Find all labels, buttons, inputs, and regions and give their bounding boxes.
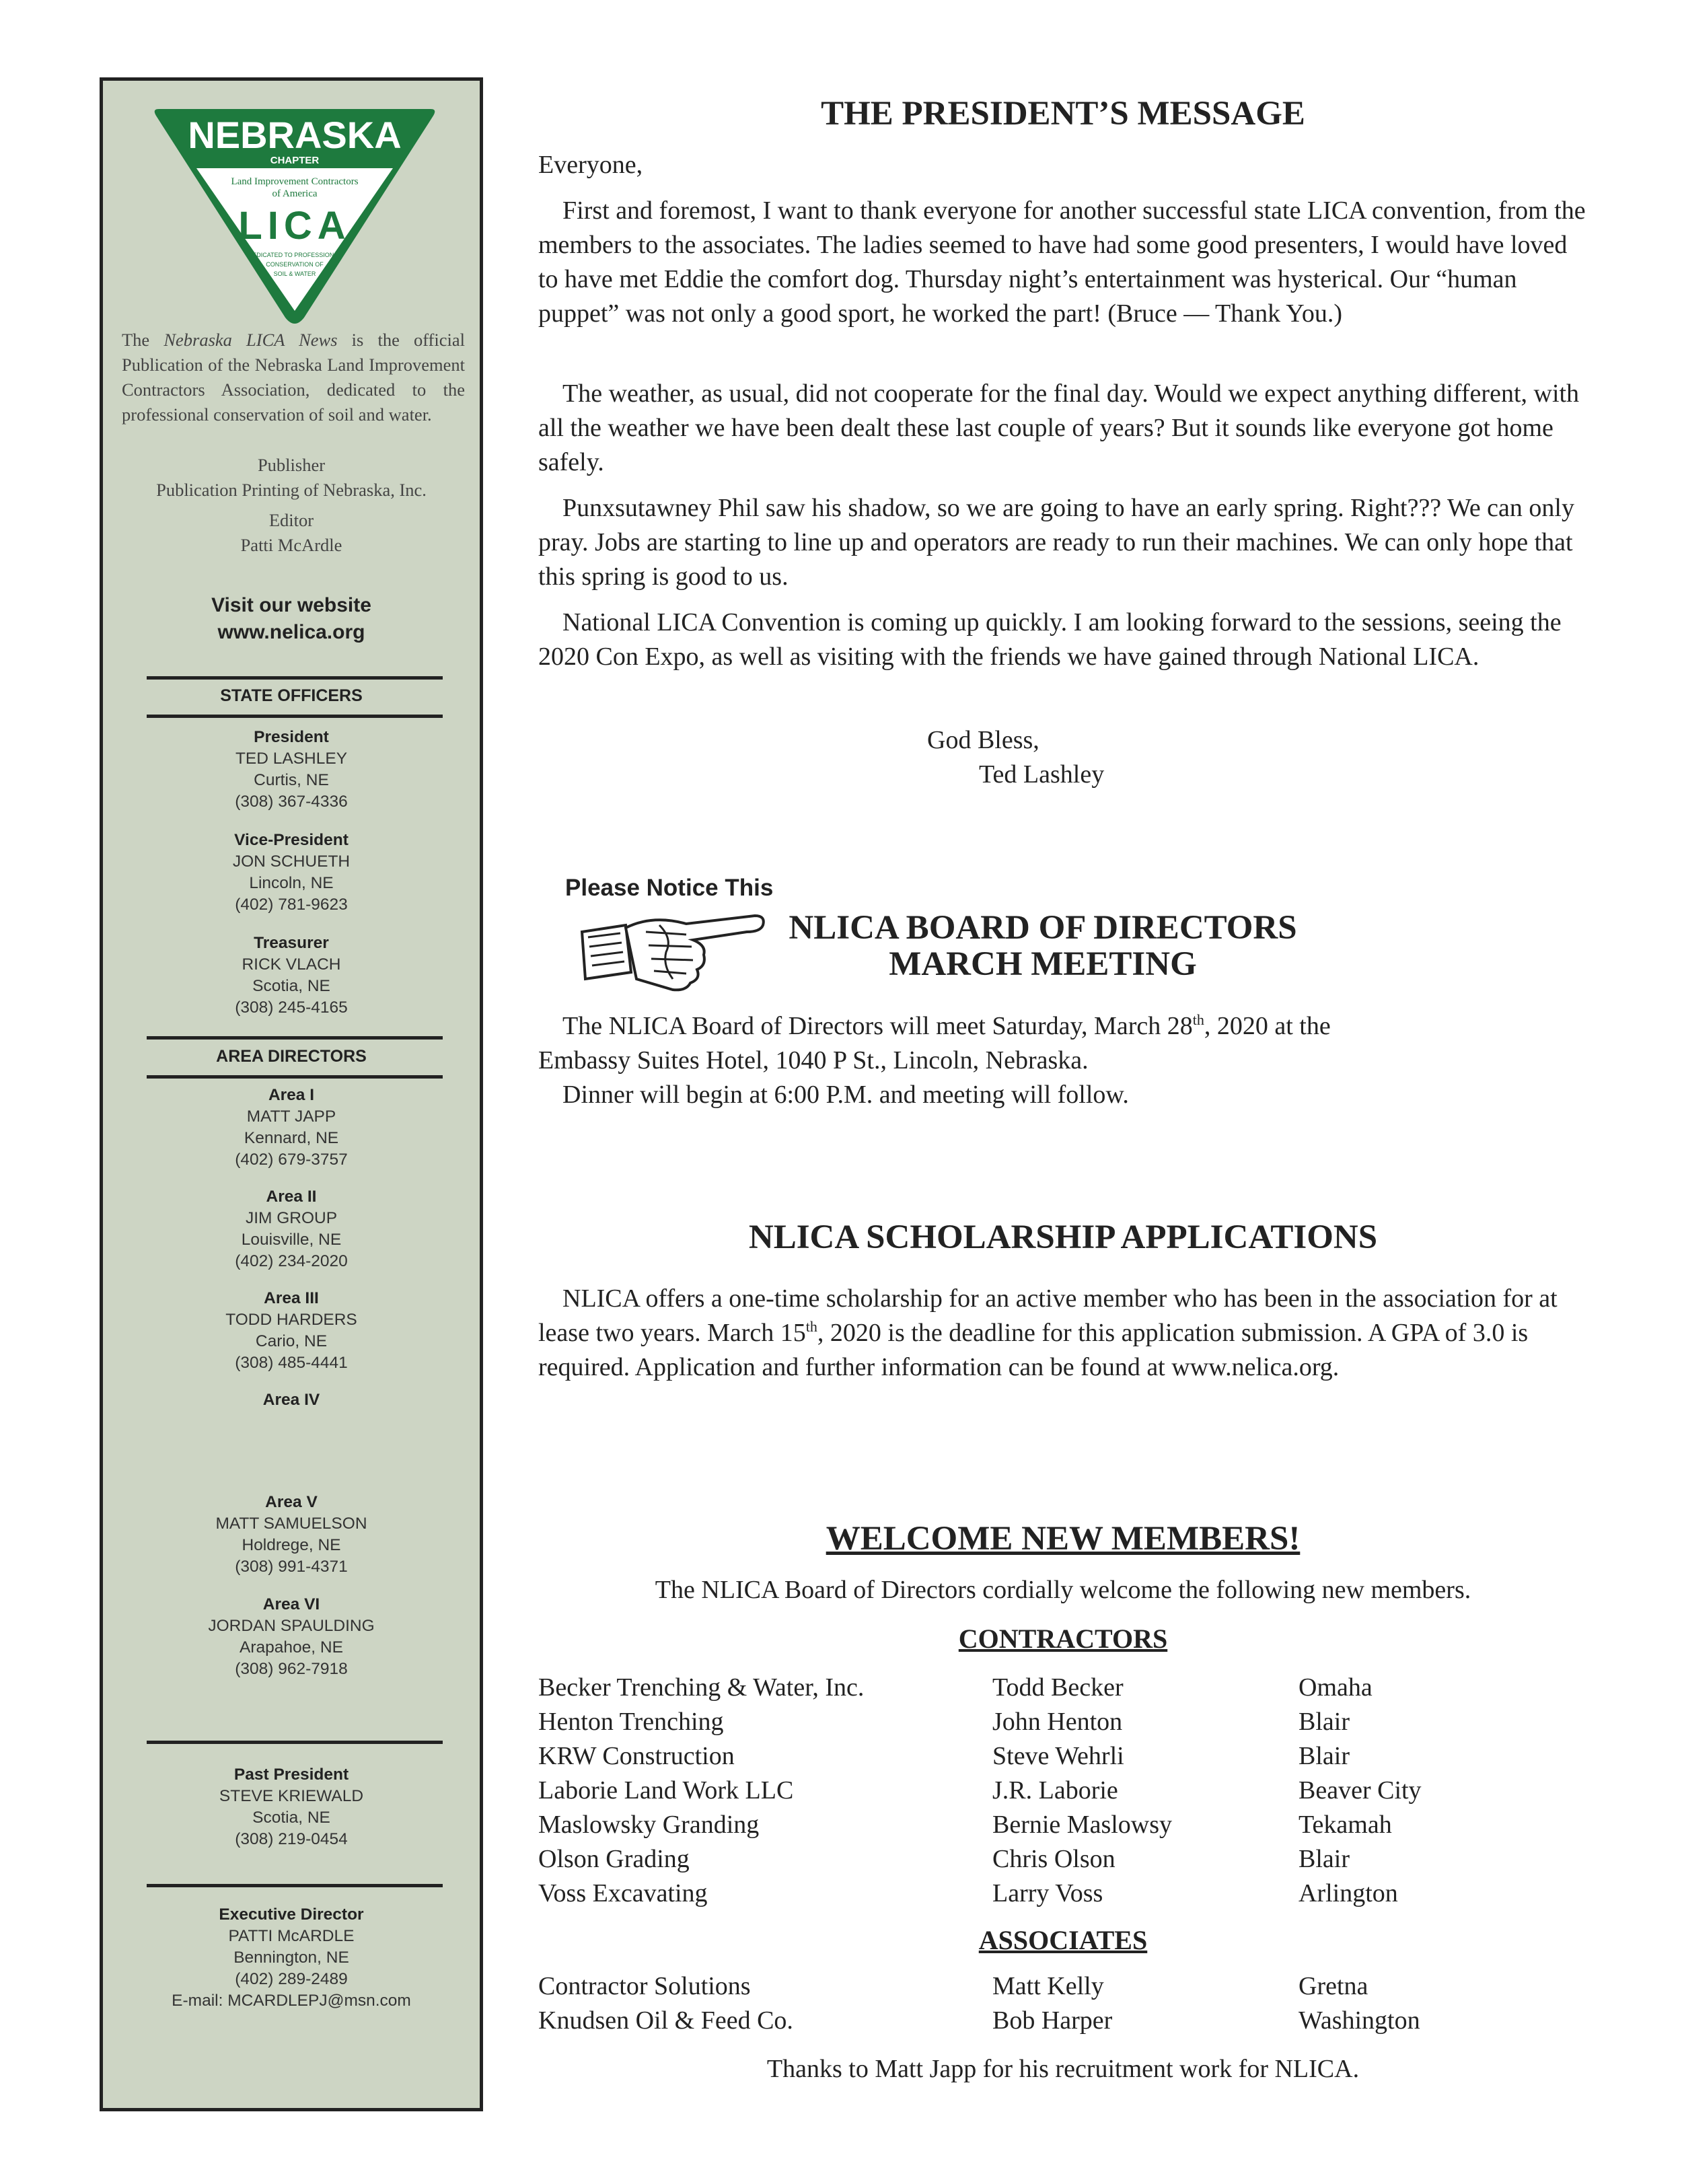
officer-role: Area III	[264, 1289, 319, 1307]
officer-entry	[103, 1492, 480, 1578]
divider	[147, 1075, 443, 1079]
member-company: Contractor Solutions	[538, 1972, 751, 2000]
member-company: Knudsen Oil & Feed Co.	[538, 2006, 793, 2035]
visit-website-label: Visit our website	[211, 594, 371, 616]
member-city: Blair	[1299, 1708, 1350, 1736]
board-paragraph-1: The NLICA Board of Directors will meet Saturday, March 28th, 2020 at the Embassy Suites Hotel, 1040 P St., Lincoln, Nebraska.	[538, 1011, 1331, 1075]
logo-motto-1: DEDICATED TO PROFESSIONAL	[248, 252, 342, 258]
officer-phone: (308) 962-7918	[235, 1660, 348, 1678]
logo-nebraska-text: NEBRASKA	[188, 114, 402, 156]
member-row	[538, 1705, 1588, 1739]
officer-role: Treasurer	[254, 934, 329, 952]
officer-name: JIM GROUP	[245, 1209, 338, 1227]
officer-role: Area I	[268, 1086, 315, 1104]
officer-phone: (308) 245-4165	[235, 998, 348, 1017]
editor-name: Patti McArdle	[240, 535, 342, 555]
member-contact: Todd Becker	[992, 1673, 1124, 1702]
officer-city: Lincoln, NE	[249, 874, 334, 892]
lica-triangle-logo	[147, 101, 443, 330]
officer-name: TED LASHLEY	[235, 750, 348, 768]
officer-entry	[103, 1288, 480, 1374]
logo-org-line1: Land Improvement Contractors	[231, 176, 359, 187]
scholarship-paragraph: NLICA offers a one-time scholarship for an active member who has been in the association for at lease two years. March 15th, 2020 is the deadline for this application submission. A GPA of 3.0 is required. Application and further information can be found at www.nelica.org.	[538, 1284, 1558, 1381]
officer-role: Area IV	[262, 1391, 320, 1409]
officer-role: Area V	[265, 1493, 318, 1511]
officer-entry	[103, 727, 480, 813]
member-company: KRW Construction	[538, 1742, 735, 1770]
officer-city: Holdrege, NE	[242, 1536, 341, 1554]
member-company: Maslowsky Granding	[538, 1811, 760, 1839]
past-president: Past President STEVE KRIEWALD Scotia, NE (308) 219-0454	[219, 1766, 364, 1848]
member-contact: John Henton	[992, 1708, 1123, 1736]
member-row	[538, 1969, 1588, 2004]
officer-entry	[103, 933, 480, 1019]
officer-role: President	[254, 728, 329, 746]
logo-motto-2: CONSERVATION OF	[266, 261, 324, 268]
member-company: Voss Excavating	[538, 1879, 708, 1907]
member-city: Washington	[1299, 2006, 1420, 2035]
president-paragraph-4: National LICA Convention is coming up quickly. I am looking forward to the sessions, seeing the 2020 Con Expo, as well as visiting with the friends we have gained through National LICA.	[538, 608, 1562, 671]
associates-table	[538, 1969, 1588, 2038]
board-heading-1: NLICA BOARD OF DIRECTORS	[789, 909, 1297, 947]
officer-phone: (402) 234-2020	[235, 1252, 348, 1270]
member-city: Tekamah	[1299, 1811, 1392, 1839]
scholarship-heading: NLICA SCHOLARSHIP APPLICATIONS	[748, 1218, 1378, 1256]
member-city: Beaver City	[1299, 1776, 1422, 1805]
officer-phone: (308) 991-4371	[235, 1558, 348, 1576]
nebraska-lica-logo	[147, 101, 443, 330]
officer-role: Vice-President	[234, 831, 349, 849]
member-city: Blair	[1299, 1845, 1350, 1873]
divider	[147, 1036, 443, 1040]
officer-name: JON SCHUETH	[232, 852, 351, 871]
president-paragraph-2: The weather, as usual, did not cooperate for the final day. Would we expect anything different, with all the weather we have been dealt these last couple of years? But it sounds like everyone got home safely.	[538, 379, 1580, 476]
member-city: Blair	[1299, 1742, 1350, 1770]
member-contact: J.R. Laborie	[992, 1776, 1118, 1805]
publication-name: Nebraska LICA News	[163, 330, 338, 350]
officer-phone: (402) 781-9623	[235, 896, 348, 914]
logo-chapter-text: CHAPTER	[270, 155, 320, 166]
officer-city: Scotia, NE	[252, 977, 330, 995]
executive-director: Executive Director PATTI McARDLE Bennington, NE (402) 289-2489 E-mail: MCARDLEPJ@msn.com	[103, 1904, 480, 2012]
member-contact: Chris Olson	[992, 1845, 1116, 1873]
logo-motto-3: SOIL & WATER	[273, 270, 316, 277]
member-contact: Steve Wehrli	[992, 1742, 1124, 1770]
area-directors-heading: AREA DIRECTORS	[216, 1047, 367, 1066]
officer-name: RICK VLACH	[242, 955, 341, 974]
thanks-note: Thanks to Matt Japp for his recruitment work for NLICA.	[766, 2055, 1360, 2083]
member-city: Gretna	[1299, 1972, 1368, 2000]
editor-label: Editor	[268, 510, 314, 530]
member-contact: Bob Harper	[992, 2006, 1113, 2035]
member-row	[538, 1842, 1588, 1877]
officer-entry	[103, 1186, 480, 1272]
officer-city: Arapahoe, NE	[240, 1638, 343, 1657]
divider	[147, 1884, 443, 1887]
member-company: Henton Trenching	[538, 1708, 724, 1736]
closing: God Bless,	[927, 726, 1039, 754]
officer-entry	[103, 1389, 480, 1411]
board-heading-2: MARCH MEETING	[889, 945, 1197, 983]
member-row	[538, 1739, 1588, 1774]
member-contact: Larry Voss	[992, 1879, 1103, 1907]
member-row	[538, 1774, 1588, 1808]
member-row	[538, 1671, 1588, 1705]
member-contact: Bernie Maslowsy	[992, 1811, 1173, 1839]
logo-lica-text: LICA	[238, 204, 351, 248]
welcome-heading: WELCOME NEW MEMBERS!	[826, 1520, 1301, 1558]
divider	[147, 715, 443, 718]
officer-role: Area VI	[262, 1595, 320, 1613]
member-company: Laborie Land Work LLC	[538, 1776, 794, 1805]
member-company: Olson Grading	[538, 1845, 690, 1873]
member-city: Omaha	[1299, 1673, 1373, 1702]
publication-intro: The Nebraska LICA News is the official Publication of the Nebraska Land Improvement Contractors Association, dedicated to the professional conservation of soil and water.	[122, 330, 465, 425]
website-link[interactable]: www.nelica.org	[217, 621, 365, 643]
board-paragraph-2: Dinner will begin at 6:00 P.M. and meeting will follow.	[562, 1081, 1129, 1109]
member-company: Becker Trenching & Water, Inc.	[538, 1673, 865, 1702]
officer-city: Louisville, NE	[241, 1231, 342, 1249]
officer-city: Curtis, NE	[254, 771, 329, 789]
officer-name: TODD HARDERS	[225, 1311, 357, 1329]
member-city: Arlington	[1299, 1879, 1398, 1907]
please-notice-label: Please Notice This	[565, 875, 774, 901]
contractors-heading: CONTRACTORS	[958, 1624, 1168, 1654]
welcome-intro: The NLICA Board of Directors cordially welcome the following new members.	[655, 1576, 1471, 1604]
officer-phone: (308) 367-4336	[235, 793, 348, 811]
greeting: Everyone,	[538, 151, 643, 179]
logo-org-line2: of America	[272, 188, 318, 199]
member-row	[538, 1808, 1588, 1842]
officer-entry	[103, 1594, 480, 1680]
divider	[147, 676, 443, 680]
officer-phone: (402) 679-3757	[235, 1151, 348, 1169]
officer-name: MATT SAMUELSON	[215, 1515, 367, 1533]
officer-entry	[103, 1085, 480, 1171]
publisher-name: Publication Printing of Nebraska, Inc.	[156, 480, 427, 500]
officer-name: JORDAN SPAULDING	[208, 1617, 375, 1635]
masthead-sidebar	[100, 77, 483, 2111]
member-contact: Matt Kelly	[992, 1972, 1104, 2000]
executive-email[interactable]: E-mail: MCARDLEPJ@msn.com	[172, 1992, 411, 2010]
officer-entry	[103, 830, 480, 916]
officer-name: MATT JAPP	[246, 1107, 336, 1126]
member-row	[538, 1877, 1588, 1911]
signature: Ted Lashley	[979, 760, 1105, 789]
divider	[147, 1741, 443, 1744]
presidents-message-heading: THE PRESIDENT’S MESSAGE	[821, 95, 1305, 133]
state-officers-heading: STATE OFFICERS	[220, 686, 363, 705]
president-paragraph-3: Punxsutawney Phil saw his shadow, so we are going to have an early spring. Right??? We can only pray. Jobs are starting to line up and operators are ready to run their machines. We can only hope that this spring is good to us.	[538, 494, 1574, 591]
publisher-label: Publisher	[257, 455, 326, 475]
officer-city: Cario, NE	[255, 1332, 328, 1350]
officer-phone: (308) 485-4441	[235, 1354, 348, 1372]
member-row	[538, 2004, 1588, 2038]
associates-heading: ASSOCIATES	[978, 1925, 1148, 1955]
contractors-table	[538, 1671, 1588, 1911]
officer-city: Kennard, NE	[244, 1129, 339, 1147]
officer-role: Area II	[266, 1188, 317, 1206]
president-paragraph-1: First and foremost, I want to thank everyone for another successful state LICA convention, from the members to the associates. The ladies seemed to have had some good presenters, I would have loved to have met Eddie the comfort dog. Thursday night’s entertainment was hysterical. Our “human puppet” was not only a good sport, he worked the part! (Bruce — Thank You.)	[538, 196, 1586, 328]
